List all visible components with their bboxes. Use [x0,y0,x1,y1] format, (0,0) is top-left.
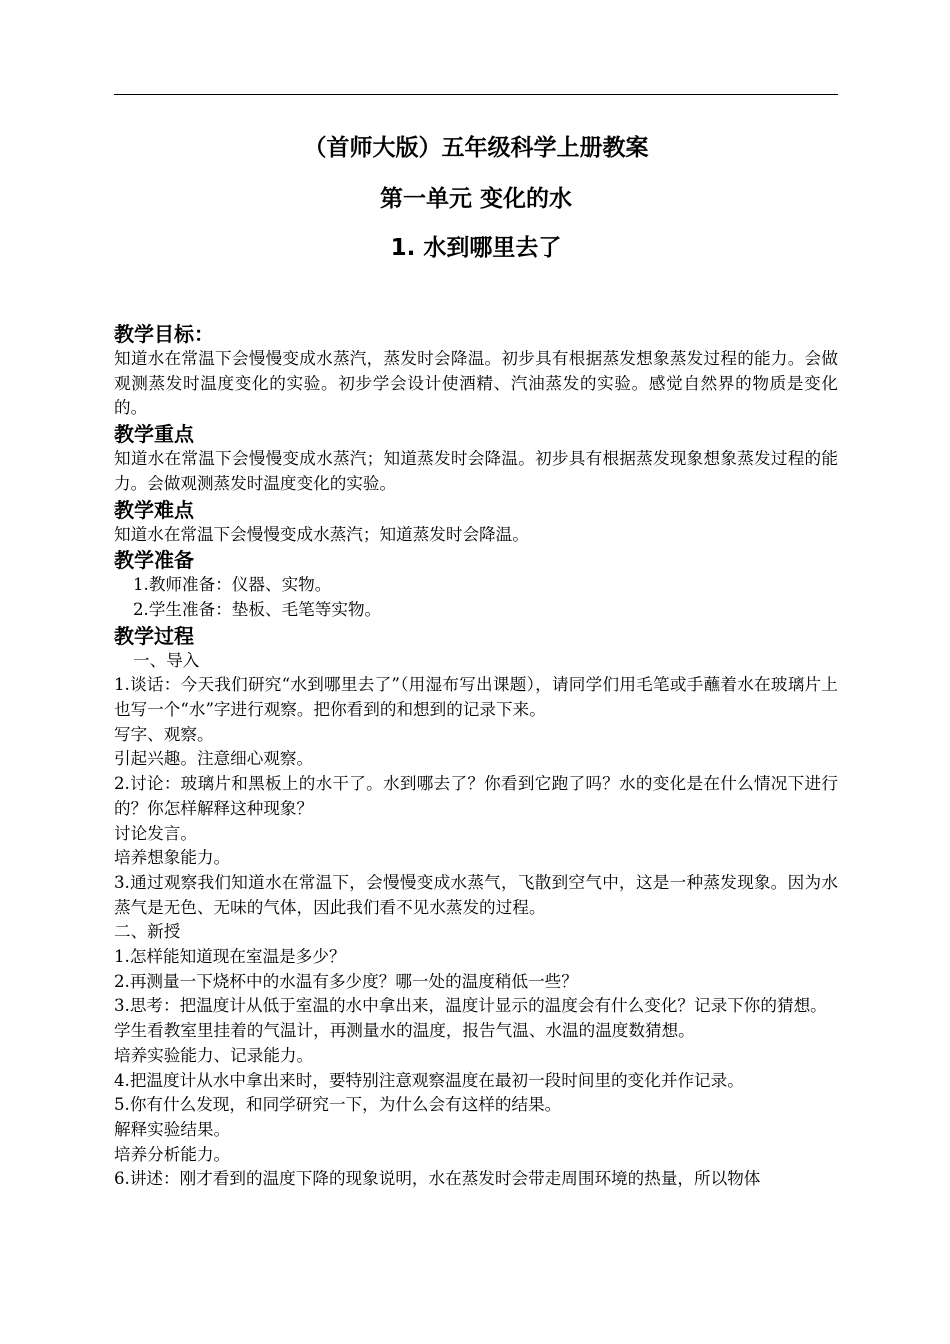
process-paragraph: 3.通过观察我们知道水在常温下，会慢慢变成水蒸气，飞散到空气中，这是一种蒸发现象。因为水蒸气是无色、无味的气体，因此我们看不见水蒸发的过程。 [114,872,838,917]
process-part-title: 二、新授 [114,922,181,942]
process-part-title: 一、导入 [133,650,200,670]
section-heading-process: 教学过程 [114,623,194,648]
header-rule [114,94,838,95]
key-points-text: 知道水在常温下会慢慢变成水蒸汽；知道蒸发时会降温。初步具有根据蒸发现象想象蒸发过程的能力。会做观测蒸发时温度变化的实验。 [114,449,838,493]
process-paragraph: 1.怎样能知道现在室温是多少？ [114,947,346,967]
preparation-item: 2.学生准备：垫板、毛笔等实物。 [133,599,382,619]
process-paragraph: 5.你有什么发现，和同学研究一下，为什么会有这样的结果。 [114,1095,562,1115]
section-heading-goals: 教学目标： [114,322,214,346]
process-paragraph: 写字、观察。 [114,724,214,744]
process-paragraph: 6.讲述：刚才看到的温度下降的现象说明，水在蒸发时会带走周围环境的热量，所以物体 [114,1169,761,1189]
unit-title: 第一单元 变化的水 [379,186,572,212]
goals-text: 知道水在常温下会慢慢变成水蒸汽，蒸发时会降温。初步具有根据蒸发想象蒸发过程的能力。会做观测蒸发时温度变化的实验。初步学会设计使酒精、汽油蒸发的实验。感觉自然界的物质是变化的。 [114,349,838,418]
section-heading-key-points: 教学重点 [114,422,194,447]
process-paragraph: 讨论发言。 [114,823,197,843]
process-paragraph: 解释实验结果。 [114,1119,231,1139]
process-paragraph: 1.谈话：今天我们研究“水到哪里去了”（用湿布写出课题），请同学们用毛笔或手蘸着水在玻璃片上也写一个“水”字进行观察。把你看到的和想到的记录下来。 [114,675,838,720]
document-title: （首师大版）五年级科学上册教案 [303,135,649,161]
process-paragraph: 培养想象能力。 [114,848,231,868]
difficulties-text: 知道水在常温下会慢慢变成水蒸汽；知道蒸发时会降温。 [114,524,529,544]
process-paragraph: 培养分析能力。 [114,1144,231,1164]
process-paragraph: 4.把温度计从水中拿出来时，要特别注意观察温度在最初一段时间里的变化并作记录。 [114,1070,744,1090]
section-heading-preparation: 教学准备 [114,548,194,573]
process-paragraph: 2.再测量一下烧杯中的水温有多少度？哪一处的温度稍低一些？ [114,971,578,991]
section-heading-difficulties: 教学难点 [114,497,194,522]
process-paragraph: 2.讨论：玻璃片和黑板上的水干了。水到哪去了？你看到它跑了吗？水的变化是在什么情况下进行的？你怎样解释这种现象？ [114,774,838,818]
lesson-title: 1. 水到哪里去了 [390,235,562,261]
process-paragraph: 学生看教室里挂着的气温计，再测量水的温度，报告气温、水温的温度数猜想。 [114,1021,695,1041]
process-paragraph: 培养实验能力、记录能力。 [114,1045,314,1065]
process-paragraph: 引起兴趣。注意细心观察。 [114,749,314,769]
preparation-item: 1.教师准备：仪器、实物。 [133,575,332,595]
document-body [114,321,838,1192]
process-paragraph: 3.思考：把温度计从低于室温的水中拿出来，温度计显示的温度会有什么变化？记录下你的猜想。 [114,996,827,1016]
